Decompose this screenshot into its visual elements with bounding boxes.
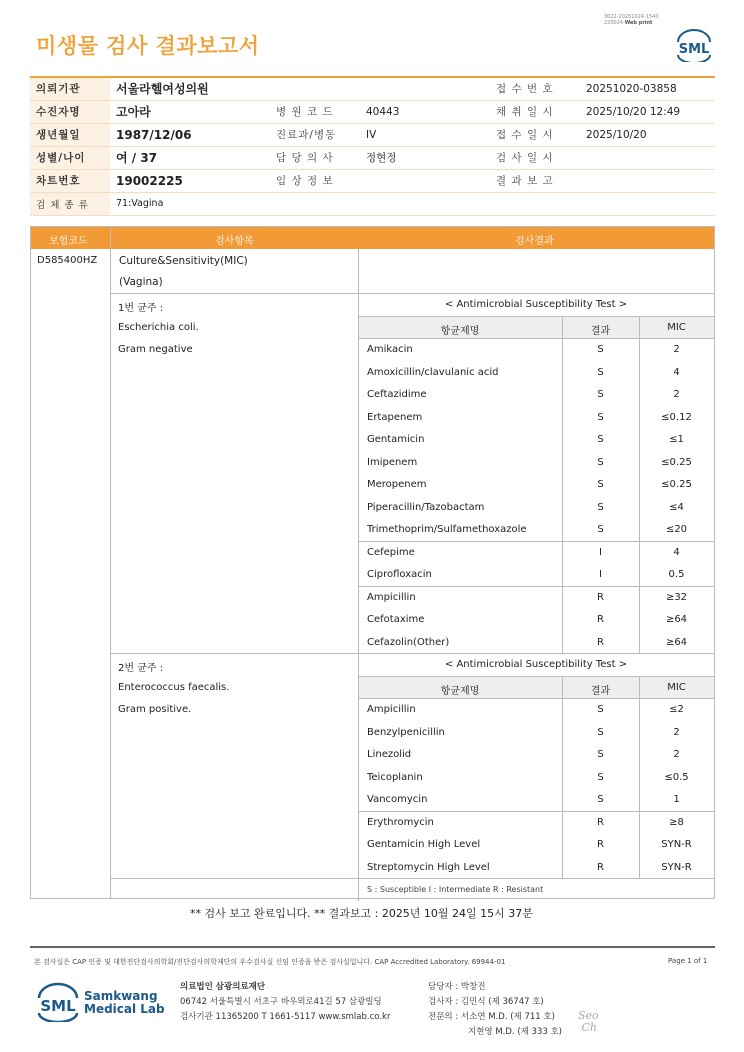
drug-result: R: [597, 861, 604, 873]
lab-name-line1: Samkwang: [84, 989, 158, 1003]
drug-result: S: [597, 726, 604, 738]
drug-mic: ≥64: [665, 636, 688, 648]
lab-name-logo: [84, 990, 165, 1016]
dept-value: IV: [360, 123, 490, 146]
organism-name: Enterococcus faecalis.: [118, 681, 230, 693]
info-row: [30, 169, 715, 192]
info-row: [30, 192, 715, 215]
chart-value: 19002225: [110, 169, 270, 192]
staff-info: [428, 980, 562, 1040]
col-divider: [639, 316, 640, 654]
drug-name: Benzylpenicillin: [367, 726, 445, 738]
col-divider: [562, 676, 563, 879]
drug-name: Ampicillin: [367, 591, 416, 603]
drug-result: S: [597, 456, 604, 468]
results-table: [30, 226, 715, 899]
drug-result: S: [597, 366, 604, 378]
drug-result: S: [597, 794, 604, 805]
drug-mic: 4: [673, 546, 680, 558]
drug-name: Erythromycin: [367, 816, 434, 828]
organization-info: [180, 980, 390, 1025]
receipt-no-label: 접 수 번 호: [490, 77, 580, 100]
drug-name: Piperacillin/Tazobactam: [367, 501, 485, 513]
col-divider: [358, 293, 359, 653]
info-row: [30, 100, 715, 123]
ast-col-mic: MIC: [667, 681, 686, 693]
info-row: [30, 146, 715, 169]
ast-legend: S : Susceptible I : Intermediate R : Resistant: [367, 885, 544, 894]
print-stamp-web: Web print: [624, 20, 653, 26]
hospital-code-label: 병 원 코 드: [270, 100, 360, 123]
report-value: [580, 169, 715, 192]
drug-result: S: [597, 344, 604, 355]
drug-name: Gentamicin: [367, 434, 425, 445]
info-row: [30, 123, 715, 146]
drug-name: Amikacin: [367, 344, 413, 355]
ast-col-drug: 항균제명: [440, 325, 480, 337]
print-stamp: [604, 14, 659, 26]
drug-result: S: [597, 501, 604, 513]
col-divider: [110, 227, 111, 898]
test-date-label: 검 사 일 시: [490, 146, 580, 169]
org-name: 의료법인 삼광의료재단: [180, 982, 266, 992]
collect-value: 2025/10/20 12:49: [580, 100, 715, 123]
drug-name: Amoxicillin/clavulanic acid: [367, 366, 499, 378]
organism-name: Escherichia coli.: [118, 321, 199, 333]
col-divider: [358, 653, 359, 878]
col-test-result: 검사결과: [515, 236, 554, 247]
specimen-label: 검 체 종 류: [30, 192, 110, 215]
drug-result: S: [597, 389, 604, 400]
drug-mic: ≤2: [669, 704, 684, 715]
drug-mic: ≤20: [665, 524, 688, 535]
row-divider: [110, 293, 714, 294]
drug-mic: 2: [673, 749, 680, 760]
drug-mic: 4: [673, 366, 680, 378]
hospital-code-value: 40443: [360, 100, 490, 123]
drug-result: S: [597, 411, 604, 423]
drug-mic: ≤0.25: [661, 456, 692, 468]
clinical-label: 임 상 정 보: [270, 169, 360, 192]
row-divider: [358, 338, 714, 339]
signature-icon: Seo Ch: [578, 1009, 599, 1034]
row-divider: [110, 878, 714, 879]
sml-logo-icon: [674, 28, 714, 62]
staff-tester: 검사자 : 김민식 (제 36747 호): [428, 997, 544, 1007]
drug-result: R: [597, 614, 604, 625]
drug-mic: 2: [673, 726, 680, 738]
sex-age-label: 성별/나이: [30, 146, 110, 169]
patient-value: 고아라: [110, 100, 270, 123]
chart-label: 차트번호: [30, 169, 110, 192]
receive-value: 2025/10/20: [580, 123, 715, 146]
sml-footer-logo-icon: [36, 982, 80, 1022]
drug-name: Linezolid: [367, 749, 412, 760]
page-title: 미생물 검사 결과보고서: [36, 34, 260, 58]
drug-mic: ≥8: [669, 816, 684, 828]
drug-mic: ≥32: [665, 591, 688, 603]
print-stamp-code: 220024: [604, 20, 624, 26]
receive-label: 접 수 일 시: [490, 123, 580, 146]
org-contact: 검사기관 11365200 T 1661-5117 www.smlab.co.kr: [180, 1012, 391, 1022]
drug-mic: SYN-R: [661, 839, 692, 850]
drug-name: Streptomycin High Level: [367, 861, 490, 873]
cap-accreditation-note: 본 검사실은 CAP 인증 및 대한진단검사의학회/진단검사의학재단의 우수검사실 신임 인증을 받은 검사실입니다. CAP Accredited Laboratory. 69944-01: [34, 958, 506, 966]
staff-specialist2: 지현영 M.D. (제 333 호): [468, 1027, 563, 1037]
drug-result: S: [597, 479, 604, 490]
drug-mic: ≥64: [665, 614, 688, 625]
drug-mic: 2: [673, 344, 680, 355]
group-divider: [358, 811, 714, 812]
clinical-value: [360, 169, 490, 192]
drug-name: Cefazolin(Other): [367, 636, 450, 648]
report-complete-note: ** 검사 보고 완료입니다. ** 결과보고 : 2025년 10월 24일 15시 37분: [190, 907, 533, 920]
drug-result: S: [597, 704, 604, 715]
doctor-value: 정현정: [360, 146, 490, 169]
drug-result: R: [597, 816, 604, 828]
drug-name: Imipenem: [367, 456, 418, 468]
receipt-no-value: 20251020-03858: [580, 77, 715, 100]
test-specimen: (Vagina): [119, 276, 163, 288]
organism-gram: Gram negative: [118, 344, 193, 355]
drug-result: I: [599, 569, 602, 580]
col-insurance-code: 보험코드: [49, 236, 88, 247]
drug-result: S: [597, 434, 604, 445]
drug-name: Cefepime: [367, 546, 415, 558]
col-test-item: 검사항목: [215, 236, 254, 247]
drug-result: S: [597, 771, 604, 783]
drug-name: Meropenem: [367, 479, 427, 490]
drug-name: Ciprofloxacin: [367, 569, 432, 580]
ast-col-drug: 항균제명: [440, 685, 480, 697]
specimen-value: 71:Vagina: [110, 192, 715, 215]
drug-mic: ≤1: [669, 434, 684, 445]
drug-result: R: [597, 839, 604, 850]
insurance-code: D585400HZ: [37, 255, 98, 266]
drug-name: Ampicillin: [367, 704, 416, 715]
organism-gram: Gram positive.: [118, 704, 192, 715]
drug-mic: ≤0.5: [664, 771, 689, 783]
drug-name: Vancomycin: [367, 794, 428, 805]
test-date-value: [580, 146, 715, 169]
drug-result: R: [597, 636, 604, 648]
drug-result: R: [597, 591, 604, 603]
requester-label: 의뢰기관: [30, 77, 110, 100]
report-label: 결 과 보 고: [490, 169, 580, 192]
drug-mic: 0.5: [668, 569, 685, 580]
dob-value: 1987/12/06: [110, 123, 270, 146]
ast-col-mic: MIC: [667, 321, 686, 333]
drug-name: Trimethoprim/Sulfamethoxazole: [367, 524, 527, 535]
drug-mic: SYN-R: [661, 861, 692, 873]
group-divider: [358, 586, 714, 587]
page-number: Page 1 of 1: [668, 957, 708, 965]
results-header: [31, 227, 714, 249]
print-stamp-line1: 3022-20251024-1540: [604, 14, 659, 20]
dob-label: 생년월일: [30, 123, 110, 146]
drug-name: Cefotaxime: [367, 614, 425, 625]
ast-title: < Antimicrobial Susceptibility Test >: [444, 659, 628, 670]
staff-manager: 담당자 : 박창진: [428, 982, 486, 992]
sex-age-value: 여 / 37: [110, 146, 270, 169]
org-address: 06742 서울특별시 서초구 바우뫼로41길 57 삼광빌딩: [180, 997, 382, 1007]
drug-name: Ertapenem: [367, 411, 423, 423]
col-divider: [639, 676, 640, 879]
doctor-label: 담 당 의 사: [270, 146, 360, 169]
col-divider: [358, 249, 359, 293]
footer-divider: [30, 946, 715, 948]
drug-mic: 1: [673, 794, 680, 805]
row-divider: [110, 653, 714, 654]
drug-name: Teicoplanin: [367, 771, 423, 783]
group-divider: [358, 541, 714, 542]
drug-name: Ceftazidime: [367, 389, 427, 400]
patient-info-table: [30, 76, 715, 216]
drug-result: S: [597, 749, 604, 760]
ast-title: < Antimicrobial Susceptibility Test >: [444, 299, 628, 310]
svg-text:SML: SML: [40, 997, 76, 1015]
staff-specialist1: 전문의 : 서소연 M.D. (제 711 호): [428, 1012, 555, 1022]
drug-result: I: [599, 546, 602, 558]
ast-col-result: 결과: [590, 685, 611, 697]
col-divider: [358, 878, 359, 901]
col-divider: [562, 316, 563, 654]
test-name: Culture&Sensitivity(MIC): [119, 255, 248, 267]
drug-name: Gentamicin High Level: [367, 839, 481, 850]
ast-col-result: 결과: [590, 325, 611, 337]
drug-mic: ≤4: [669, 501, 684, 513]
svg-text:SML: SML: [678, 42, 710, 57]
drug-mic: ≤0.12: [661, 411, 692, 423]
dept-label: 진료과/병동: [270, 123, 360, 146]
row-divider: [358, 698, 714, 699]
organism-label: 1번 균주 :: [118, 303, 164, 314]
drug-result: S: [597, 524, 604, 535]
drug-mic: 2: [673, 389, 680, 400]
requester-value: 서울라헬여성의원: [110, 77, 490, 100]
info-row: [30, 77, 715, 100]
patient-label: 수진자명: [30, 100, 110, 123]
drug-mic: ≤0.25: [661, 479, 692, 490]
lab-name-line2: Medical Lab: [84, 1002, 165, 1016]
organism-label: 2번 균주 :: [118, 663, 164, 674]
collect-label: 채 취 일 시: [490, 100, 580, 123]
